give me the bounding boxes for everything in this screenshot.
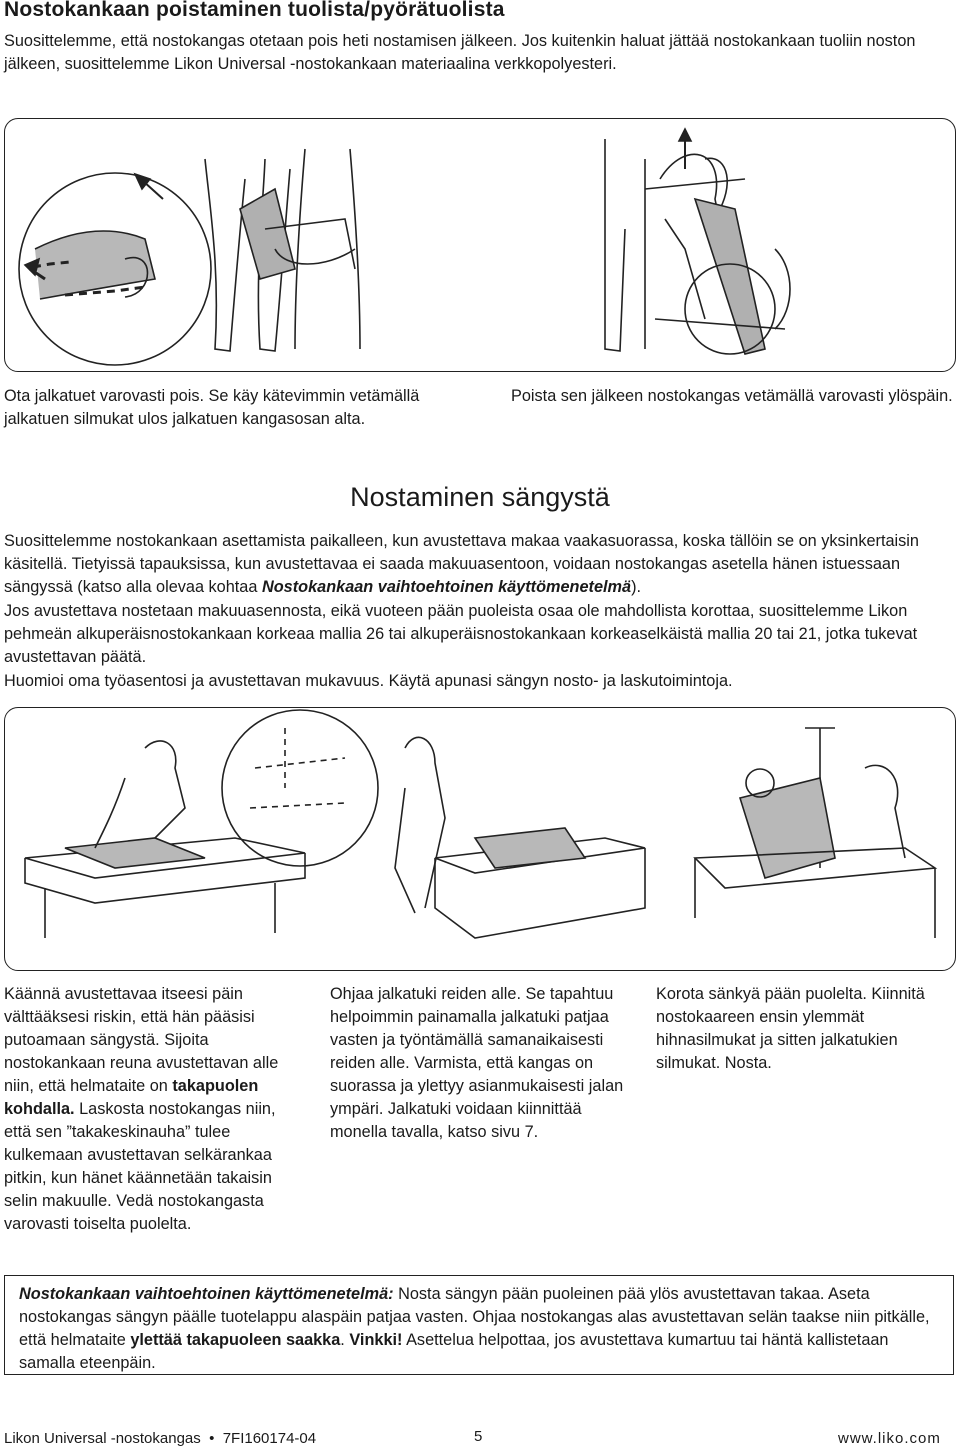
tip-label: Vinkki! xyxy=(349,1331,403,1349)
paragraph-recommendation: Suosittelemme nostokankaan asettamista paikalleen, kun avustettava makaa vaakasuorassa, koska tällöin se on yksinkertaisin käsitellä. Tietyissä tapauksissa, kun avustettavaa ei saada makuuasentoon, voidaan nostokangas asetella hänen istuessaan sängyssä (katso alla olevaa kohtaa Nostokankaan vaihtoehtoinen käyttömenetelmä). xyxy=(4,532,919,596)
lifting-from-bed-body xyxy=(4,530,956,694)
caption-remove-sling: Poista sen jälkeen nostokangas vetämällä varovasti ylöspäin. xyxy=(511,387,953,405)
paragraph-head-support: Jos avustettava nostetaan makuuasennosta, eikä vuoteen pään puoleista osaa ole mahdollista korottaa, suosittelemme Likon pehmeän alkuperäisnostokankaan korkeaa mallia 26 tai alkuperäisnostokankaan korkeaselkäistä mallia 20 tai 21, jotka tukevat avustettavan päätä. xyxy=(4,602,918,666)
footer-website: www.liko.com xyxy=(838,1430,941,1447)
paragraph-work-posture: Huomioi oma työasentosi ja avustettavan mukavuus. Käytä apunasi sängyn nosto- ja laskutoimintoja. xyxy=(4,672,733,690)
alternative-method-note: Nostokankaan vaihtoehtoinen käyttömenetelmä: Nosta sängyn pään puoleinen pää ylös avustettavan takaa. Aseta nostokangas sängyn päälle tuotelappu alaspäin patjaa vasten. Ohjaa nostokangas alas avustettavan selän taakse niin pitkälle, että helmataite ylettää takapuoleen saakka. Vinkki! Asettelua helpottaa, jos avustettava kumartuu tai häntä kallistetaan samalla eteenpäin. xyxy=(4,1275,954,1375)
step-leg-support: Ohjaa jalkatuki reiden alle. Se tapahtuu helpoimmin painamalla jalkatuki patjaa vasten ja työntämällä samanaikaisesti reiden alle. Varmista, että kangas on suorassa ja ylettyy asianmukaisesti jalan ympäri. Jalkatuki voidaan kiinnittää monella tavalla, katso sivu 7. xyxy=(330,985,624,1141)
sling-removal-illustration xyxy=(5,119,955,371)
footer-page-number: 5 xyxy=(474,1428,483,1445)
intro-paragraph: Suosittelemme, että nostokangas otetaan pois heti nostamisen jälkeen. Jos kuitenkin haluat jättää nostokankaan tuoliin noston jälkeen, suosittelemme Likon Universal -nostokankaan materiaalina verkkopolyesteri. xyxy=(4,32,916,73)
step-turn-patient: Käännä avustettavaa itseesi päin välttääksesi riskin, että hän pääsisi putoamaan sängystä. Sijoita nostokankaan reuna avustettavan alle niin, että helmataite on takapuolen kohdalla. Laskosta nostokangas niin, että sen ”takakeskinauha” tulee kulkemaan avustettavan selkärankaa pitkin, kun hänet käännetään takaisin selin makuulle. Vedä nostokangasta varovasti toiselta puolelta. xyxy=(4,985,279,1233)
step-turn-patient-emphasis: takapuolen kohdalla. xyxy=(4,1077,259,1118)
illustration-panel-removal xyxy=(4,118,956,372)
alternative-method-label: Nostokankaan vaihtoehtoinen käyttömenetelmä: xyxy=(19,1285,394,1303)
alternative-method-reference: Nostokankaan vaihtoehtoinen käyttömenetelmä xyxy=(261,578,632,596)
section-title-removal: Nostokankaan poistaminen tuolista/pyörätuolista xyxy=(4,0,505,21)
section-title-lifting-from-bed: Nostaminen sängystä xyxy=(350,482,610,512)
caption-remove-leg-supports: Ota jalkatuet varovasti pois. Se käy kätevimmin vetämällä jalkatuen silmukat ulos jalkatuen kangasosan alta. xyxy=(4,387,420,428)
illustration-panel-bed xyxy=(4,707,956,971)
footer-document-id: Likon Universal -nostokangas • 7FI160174-04 xyxy=(4,1430,317,1447)
step-raise-bed: Korota sänkyä pään puolelta. Kiinnitä nostokaareen ensin ylemmät hihnasilmukat ja sitten jalkatukien silmukat. Nosta. xyxy=(656,985,925,1072)
bed-lifting-illustration xyxy=(5,708,955,970)
